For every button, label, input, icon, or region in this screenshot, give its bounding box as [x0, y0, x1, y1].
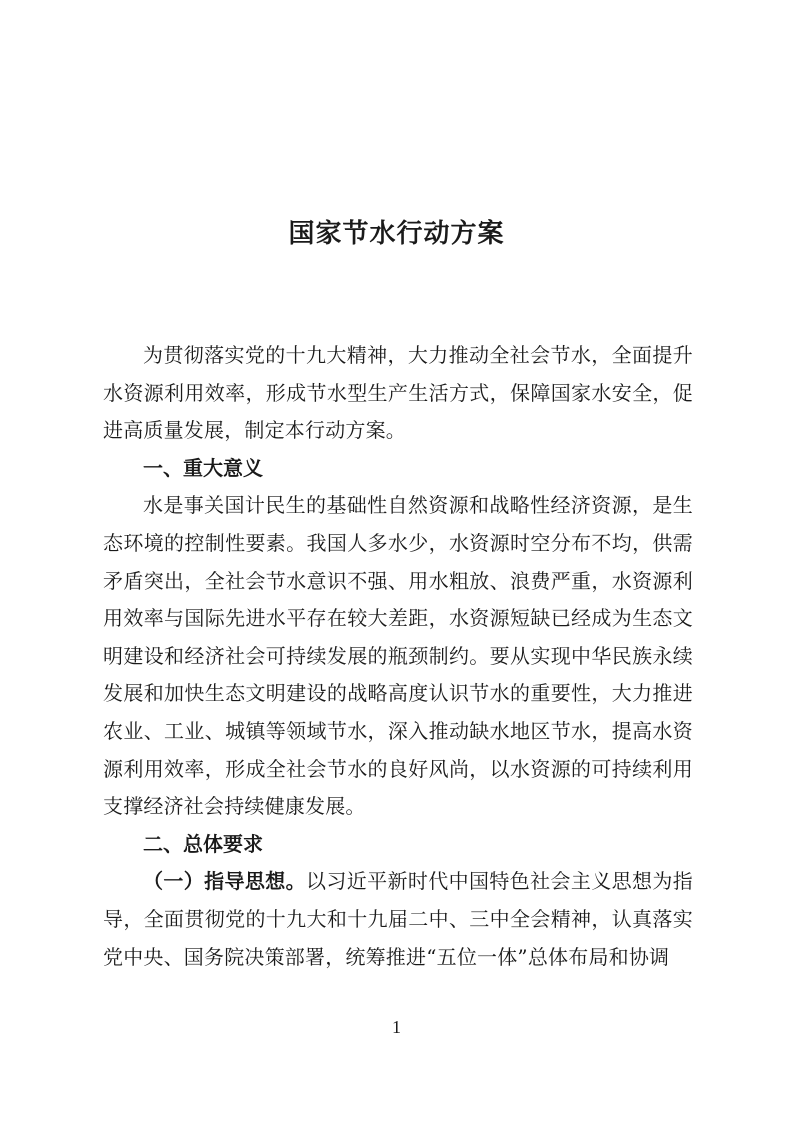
significance-paragraph: 水是事关国计民生的基础性自然资源和战略性经济资源，是生态环境的控制性要素。我国人多水少，水资源时空分布不均，供需矛盾突出，全社会节水意识不强、用水粗放、浪费严重，水资源利用效率与国际先进水平存在较大差距，水资源短缺已经成为生态文明建设和经济社会可持续发展的瓶颈制约。要从实现中华民族永续发展和加快生态文明建设的战略高度认识节水的重要性，大力推进农业、工业、城镇等领域节水，深入推动缺水地区节水，提高水资源利用效率，形成全社会节水的良好风尚，以水资源的可持续利用支撑经济社会持续健康发展。	[103, 493, 693, 819]
document-title: 国家节水行动方案	[288, 219, 505, 249]
document-body	[103, 337, 693, 976]
guiding-ideology-paragraph	[103, 863, 693, 976]
section-heading-general-requirements: 二、总体要求	[143, 831, 263, 856]
page-number: 1	[392, 1017, 401, 1037]
section-heading-significance: 一、重大意义	[143, 455, 263, 480]
intro-paragraph: 为贯彻落实党的十九大精神，大力推动全社会节水，全面提升水资源利用效率，形成节水型生产生活方式，保障国家水安全，促进高质量发展，制定本行动方案。	[103, 343, 693, 443]
guiding-ideology-label: （一）指导思想。	[143, 869, 307, 894]
guiding-ideology-text: 以习近平新时代中国特色社会主义思想为指导，全面贯彻党的十九大和十九届二中、三中全会精神，认真落实党中央、国务院决策部署，统筹推进“五位一体”总体布局和协调	[103, 869, 693, 969]
